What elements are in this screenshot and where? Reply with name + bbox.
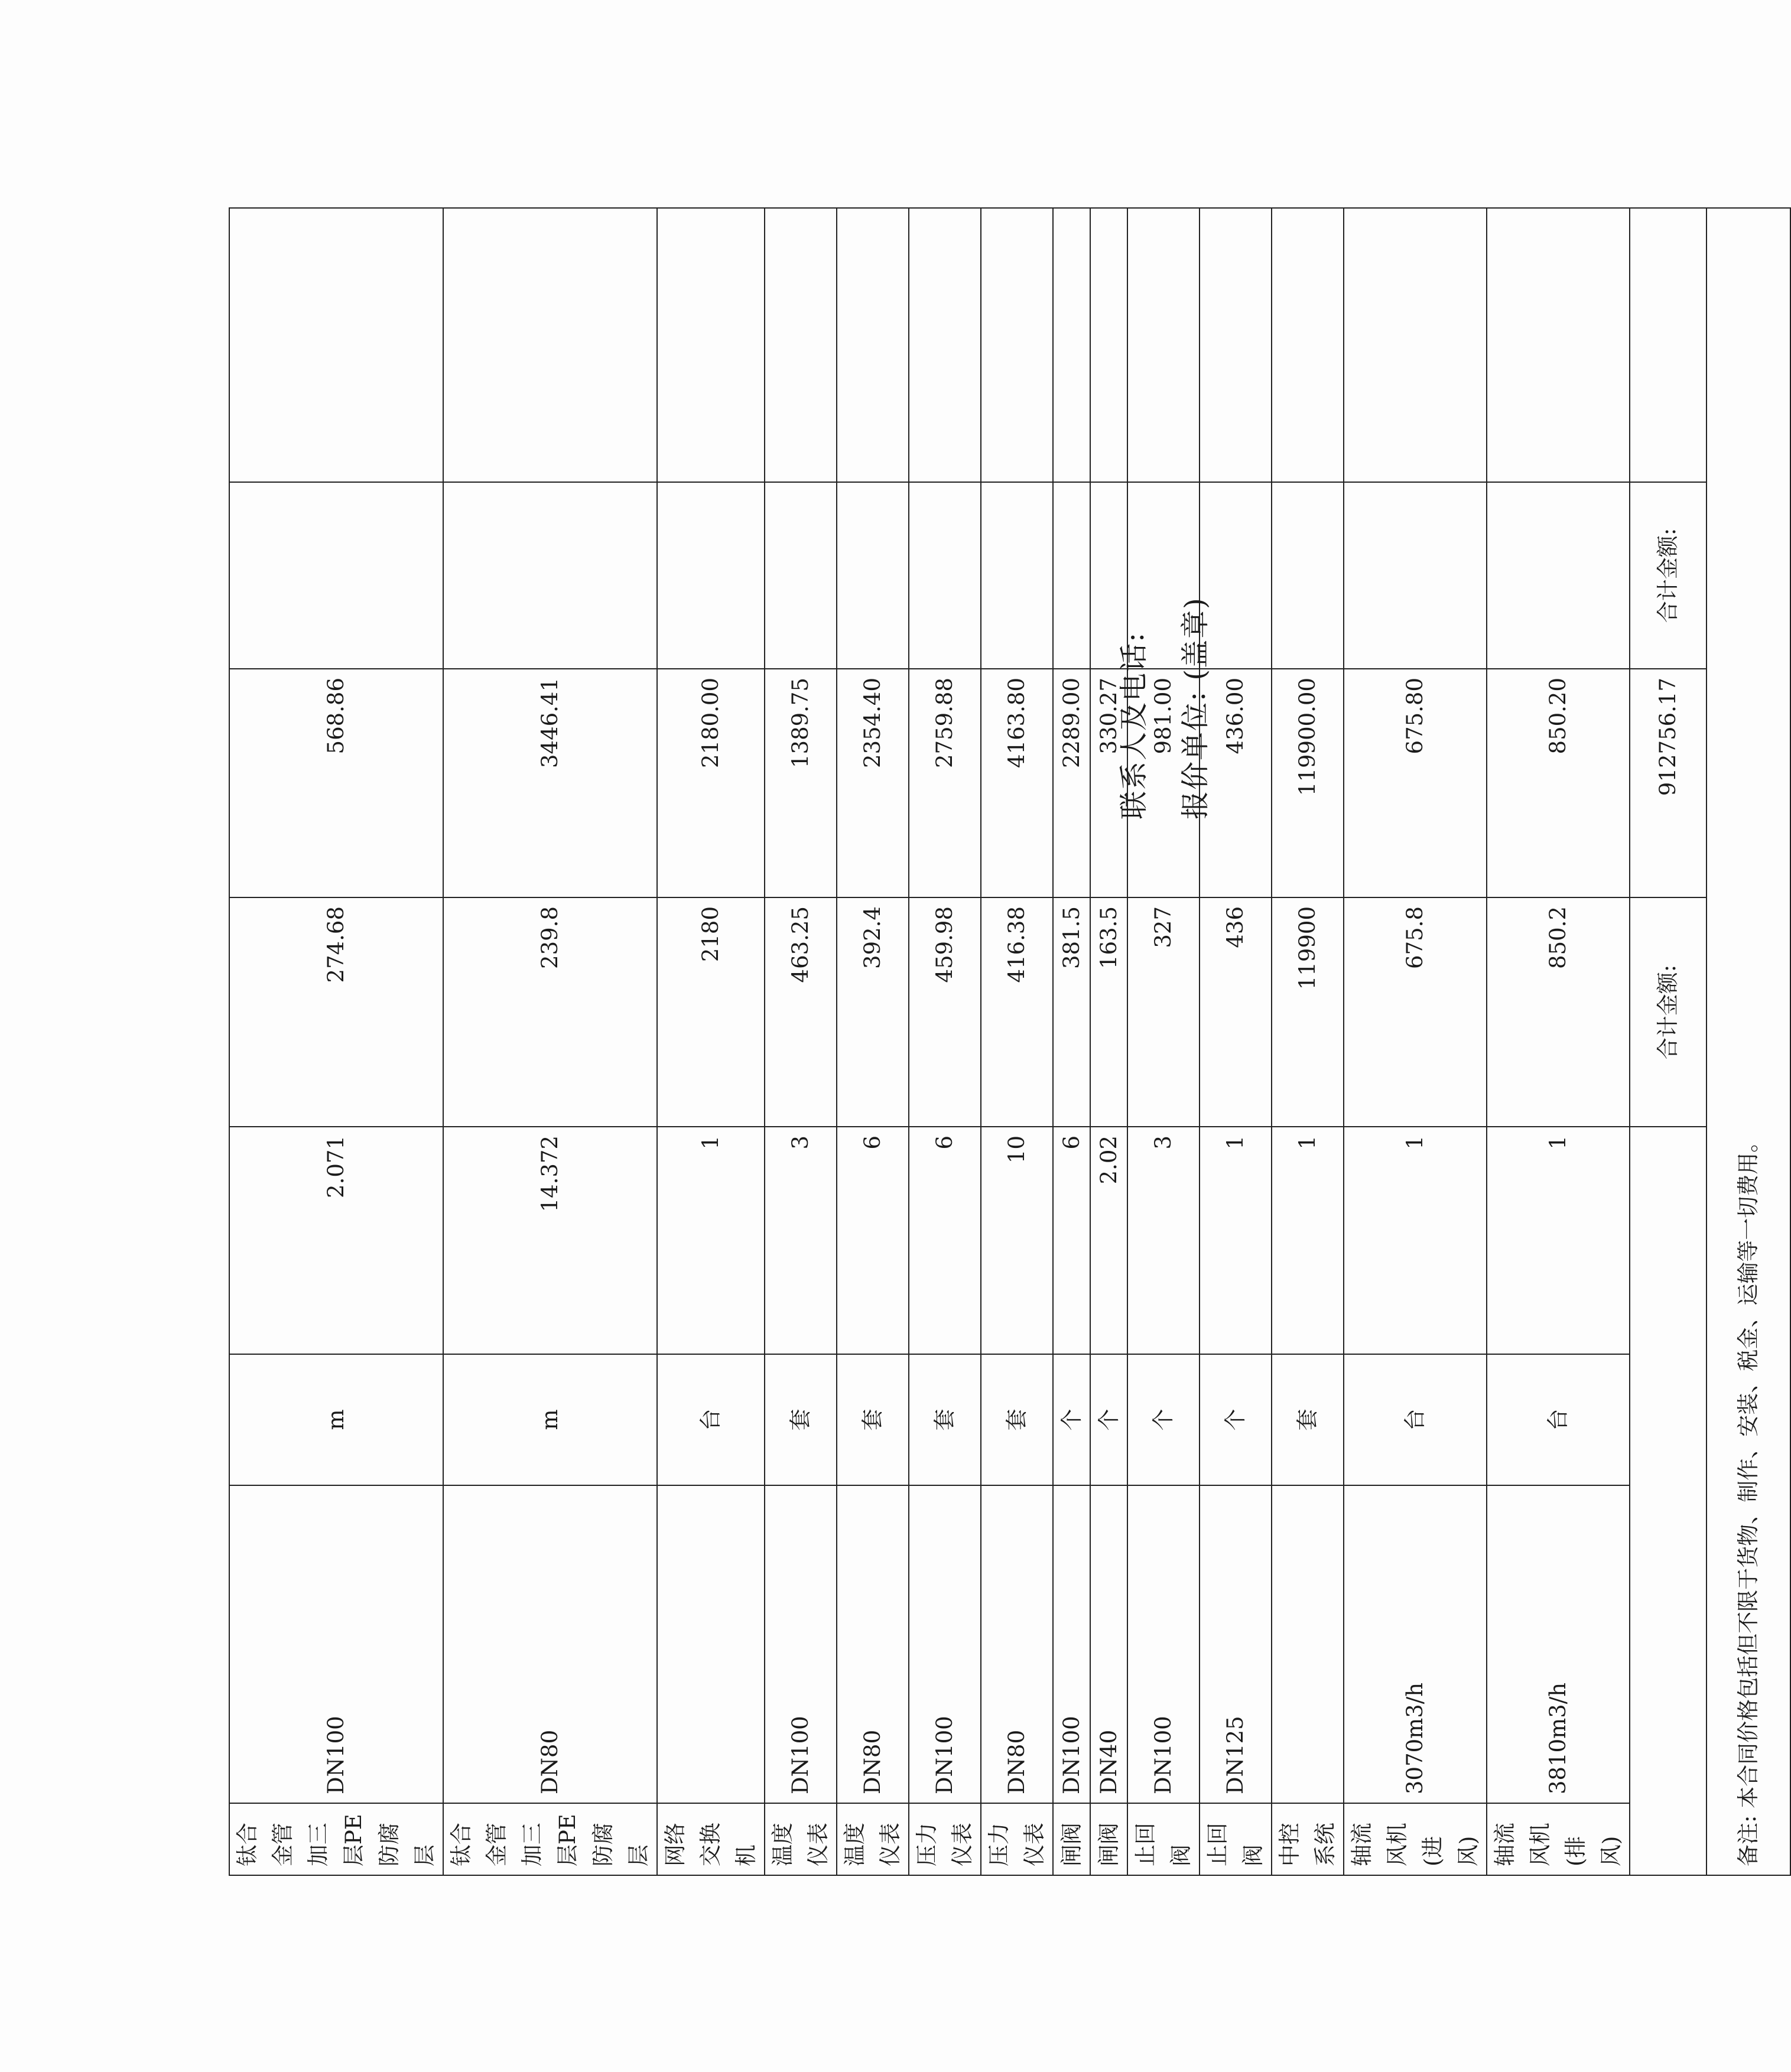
quantity-cell: 1 bbox=[1200, 1127, 1272, 1354]
blank-cell bbox=[1630, 208, 1707, 482]
blank-cell bbox=[443, 208, 657, 482]
item-name-cell: 中控系统 bbox=[1272, 1803, 1344, 1875]
unit-cell: m bbox=[229, 1354, 443, 1485]
item-name-cell: 轴流风机(进风) bbox=[1344, 1803, 1487, 1875]
unit-cell: 套 bbox=[765, 1354, 837, 1485]
blank-cell bbox=[1487, 208, 1630, 482]
unit-price-cell: 163.5 bbox=[1090, 897, 1127, 1127]
total-row bbox=[1630, 208, 1707, 1875]
quantity-cell: 3 bbox=[1127, 1127, 1200, 1354]
quantity-cell: 3 bbox=[765, 1127, 837, 1354]
amount-cell: 119900.00 bbox=[1272, 669, 1344, 897]
amount-cell: 2180.00 bbox=[657, 669, 765, 897]
amount-cell: 436.00 bbox=[1200, 669, 1272, 897]
unit-cell: 套 bbox=[981, 1354, 1053, 1485]
spec-cell: 3810m3/h bbox=[1487, 1485, 1630, 1803]
spec-cell bbox=[657, 1485, 765, 1803]
amount-cell: 2759.88 bbox=[909, 669, 981, 897]
blank-cell bbox=[1272, 208, 1344, 482]
blank-cell bbox=[1344, 208, 1487, 482]
blank-cell bbox=[909, 482, 981, 669]
blank-cell bbox=[765, 208, 837, 482]
amount-cell: 675.80 bbox=[1344, 669, 1487, 897]
total-value-cell: 912756.17 bbox=[1630, 669, 1707, 897]
unit-price-cell: 274.68 bbox=[229, 897, 443, 1127]
unit-cell: 台 bbox=[1487, 1354, 1630, 1485]
blank-cell bbox=[765, 482, 837, 669]
blank-cell bbox=[1090, 208, 1127, 482]
blank-cell bbox=[443, 482, 657, 669]
blank-cell bbox=[229, 482, 443, 669]
item-name-cell: 止回阀 bbox=[1127, 1803, 1200, 1875]
amount-cell: 2354.40 bbox=[837, 669, 909, 897]
total-spacer-cell bbox=[1630, 1127, 1707, 1875]
blank-cell bbox=[837, 208, 909, 482]
item-name-cell: 温度仪表 bbox=[765, 1803, 837, 1875]
note-row bbox=[1707, 208, 1790, 1875]
table-row bbox=[1487, 208, 1630, 1875]
quantity-cell: 1 bbox=[1344, 1127, 1487, 1354]
spec-cell: DN80 bbox=[443, 1485, 657, 1803]
table-row bbox=[657, 208, 765, 1875]
amount-cell: 4163.80 bbox=[981, 669, 1053, 897]
unit-cell: 个 bbox=[1200, 1354, 1272, 1485]
unit-price-cell: 459.98 bbox=[909, 897, 981, 1127]
spec-cell: DN100 bbox=[1053, 1485, 1090, 1803]
blank-cell bbox=[1487, 482, 1630, 669]
amount-cell: 568.86 bbox=[229, 669, 443, 897]
item-name-cell: 闸阀 bbox=[1090, 1803, 1127, 1875]
item-name-cell: 轴流风机(排风) bbox=[1487, 1803, 1630, 1875]
item-name-cell: 闸阀 bbox=[1053, 1803, 1090, 1875]
spec-cell: DN125 bbox=[1200, 1485, 1272, 1803]
amount-cell: 3446.41 bbox=[443, 669, 657, 897]
blank-cell bbox=[1200, 208, 1272, 482]
blank-cell bbox=[657, 482, 765, 669]
unit-cell: 个 bbox=[1053, 1354, 1090, 1485]
blank-cell bbox=[1053, 482, 1090, 669]
table-row bbox=[1127, 208, 1200, 1875]
amount-cell: 850.20 bbox=[1487, 669, 1630, 897]
blank-cell bbox=[229, 208, 443, 482]
spec-cell: DN100 bbox=[765, 1485, 837, 1803]
quantity-cell: 6 bbox=[1053, 1127, 1090, 1354]
unit-price-cell: 392.4 bbox=[837, 897, 909, 1127]
unit-price-cell: 463.25 bbox=[765, 897, 837, 1127]
quantity-cell: 1 bbox=[1487, 1127, 1630, 1354]
blank-cell bbox=[1344, 482, 1487, 669]
table-row bbox=[1090, 208, 1127, 1875]
unit-price-cell: 416.38 bbox=[981, 897, 1053, 1127]
spec-cell: DN100 bbox=[1127, 1485, 1200, 1803]
unit-cell: m bbox=[443, 1354, 657, 1485]
quantity-cell: 1 bbox=[657, 1127, 765, 1354]
item-name-cell: 钛合金管加三层PE防腐层 bbox=[443, 1803, 657, 1875]
amount-cell: 1389.75 bbox=[765, 669, 837, 897]
quantity-cell: 2.071 bbox=[229, 1127, 443, 1354]
blank-cell bbox=[909, 208, 981, 482]
unit-price-cell: 2180 bbox=[657, 897, 765, 1127]
blank-cell bbox=[657, 208, 765, 482]
unit-price-cell: 119900 bbox=[1272, 897, 1344, 1127]
quantity-cell: 10 bbox=[981, 1127, 1053, 1354]
unit-cell: 台 bbox=[1344, 1354, 1487, 1485]
amount-cell: 330.27 bbox=[1090, 669, 1127, 897]
unit-cell: 套 bbox=[837, 1354, 909, 1485]
contact-person-label: 联系人及电话: bbox=[1117, 631, 1150, 819]
unit-cell: 套 bbox=[1272, 1354, 1344, 1485]
blank-cell bbox=[981, 208, 1053, 482]
spec-cell bbox=[1272, 1485, 1344, 1803]
table-row bbox=[443, 208, 657, 1875]
quoting-company-label: 报价单位: (盖章) bbox=[1179, 597, 1212, 819]
quantity-cell: 6 bbox=[909, 1127, 981, 1354]
item-name-cell: 止回阀 bbox=[1200, 1803, 1272, 1875]
spec-cell: DN40 bbox=[1090, 1485, 1127, 1803]
table-row bbox=[1053, 208, 1090, 1875]
amount-cell: 2289.00 bbox=[1053, 669, 1090, 897]
item-name-cell: 钛合金管加三层PE防腐层 bbox=[229, 1803, 443, 1875]
table-row bbox=[981, 208, 1053, 1875]
table-row bbox=[1272, 208, 1344, 1875]
total-label-cell: 合计金额: bbox=[1630, 897, 1707, 1127]
blank-cell bbox=[1127, 208, 1200, 482]
spec-cell: DN80 bbox=[981, 1485, 1053, 1803]
unit-cell: 台 bbox=[657, 1354, 765, 1485]
blank-cell bbox=[1272, 482, 1344, 669]
note-cell: 备注: 本合同价格包括但不限于货物、制作、安装、税金、运输等一切费用。 bbox=[1707, 208, 1790, 1875]
quantity-cell: 1 bbox=[1272, 1127, 1344, 1354]
table-row bbox=[909, 208, 981, 1875]
table-row bbox=[229, 208, 443, 1875]
quote-table bbox=[229, 207, 1791, 1876]
table-row bbox=[1344, 208, 1487, 1875]
blank-cell bbox=[981, 482, 1053, 669]
table-row bbox=[765, 208, 837, 1875]
item-name-cell: 网络交换机 bbox=[657, 1803, 765, 1875]
total-label-cell-2: 合计金额: bbox=[1630, 482, 1707, 669]
amount-cell: 981.00 bbox=[1127, 669, 1200, 897]
quantity-cell: 6 bbox=[837, 1127, 909, 1354]
unit-price-cell: 239.8 bbox=[443, 897, 657, 1127]
unit-price-cell: 381.5 bbox=[1053, 897, 1090, 1127]
unit-cell: 个 bbox=[1127, 1354, 1200, 1485]
unit-price-cell: 850.2 bbox=[1487, 897, 1630, 1127]
unit-price-cell: 675.8 bbox=[1344, 897, 1487, 1127]
quantity-cell: 14.372 bbox=[443, 1127, 657, 1354]
item-name-cell: 压力仪表 bbox=[909, 1803, 981, 1875]
spec-cell: DN80 bbox=[837, 1485, 909, 1803]
blank-cell bbox=[837, 482, 909, 669]
unit-cell: 个 bbox=[1090, 1354, 1127, 1485]
spec-cell: 3070m3/h bbox=[1344, 1485, 1487, 1803]
unit-cell: 套 bbox=[909, 1354, 981, 1485]
item-name-cell: 温度仪表 bbox=[837, 1803, 909, 1875]
table-row bbox=[837, 208, 909, 1875]
unit-price-cell: 436 bbox=[1200, 897, 1272, 1127]
blank-cell bbox=[1053, 208, 1090, 482]
quantity-cell: 2.02 bbox=[1090, 1127, 1127, 1354]
table-row bbox=[1200, 208, 1272, 1875]
unit-price-cell: 327 bbox=[1127, 897, 1200, 1127]
spec-cell: DN100 bbox=[909, 1485, 981, 1803]
spec-cell: DN100 bbox=[229, 1485, 443, 1803]
item-name-cell: 压力仪表 bbox=[981, 1803, 1053, 1875]
